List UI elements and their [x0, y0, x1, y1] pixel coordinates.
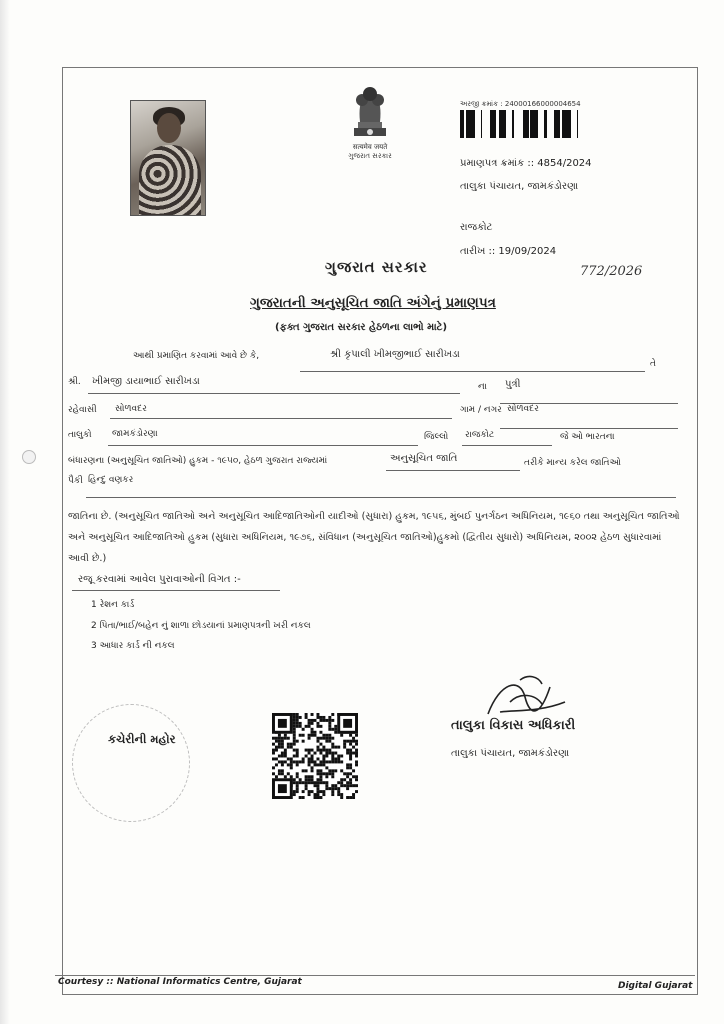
certify-prefix: આથી પ્રમાણિત કરવામાં આવે છે કે, [133, 351, 260, 361]
evidence-item-1: 1 રેશન કાર્ડ [91, 600, 135, 610]
evidence-item-2: 2 પિતા/ભાઈ/બહેન નું શાળા છોડયાનાં પ્રમાણપત્રની ખરી નકલ [91, 621, 311, 631]
caste-value-line [86, 497, 676, 498]
scan-edge-shadow [0, 0, 10, 1024]
district-value: રાજકોટ [465, 430, 495, 440]
constitution-text: બંધારણના (અનુસૂચિત જાતિઓ) હુકમ - ૧૯૫૦, હેઠળ ગુજરાત રાજ્યમાં [68, 456, 328, 466]
recognized-text: તરીકે માન્ય કરેલ જાતિઓ [524, 458, 621, 468]
father-name-line [88, 393, 460, 394]
taluka-line [108, 445, 418, 446]
relation: પુત્રી [505, 379, 521, 390]
issuing-office: તાલુકા પંચાયત, જામકંડોરણા [460, 181, 579, 192]
suffix-te: તે [650, 359, 656, 369]
application-number: અરજી ક્રમાંક : 24000166000004654 [460, 100, 581, 108]
father-name: ખીમજી ડાયાભાઈ સારીખડા [92, 376, 200, 387]
qr-code-icon [272, 713, 358, 799]
resident-label: રહેવાસી [68, 405, 97, 415]
evidence-heading-line [72, 590, 280, 591]
village-label: ગામ / નગર [460, 405, 502, 415]
digital-gujarat-brand: Digital Gujarat [618, 981, 693, 991]
district-line [462, 445, 552, 446]
resident-value: સોળવદર [115, 404, 147, 414]
state-emblem-icon [340, 82, 400, 142]
legal-paragraph: જાતિના છે. (અનુસૂચિત જાતિઓ અને અનુસૂચિત આદિજાતિઓની યાદીઓ (સુધારા) હુકમ, ૧૯૫૬, મુંબઈ પુનર્ગઠન અધિનિયમ, ૧૯૬૦ તથા અનુસૂચિત જાતિઓ અને અનુસૂચિત આદિજાતિઓ હુકમ (સુધારા અધિનિયમ, ૧૯૭૬, સંવિધાન (અનુસૂચિત જાતિઓ)હુકમો (દ્વિતીય સુધારો) અધિનિયમ, ૨૦૦૨ હેઠળ સુધારવામાં આવી છે.) [68, 511, 680, 564]
village-line [500, 428, 678, 429]
courtesy-text: Courtesy :: National Informatics Centre, Gujarat [58, 977, 302, 987]
village-value: સોળવદર [507, 404, 539, 414]
taluka-label: તાલુકો [68, 430, 92, 440]
certificate-subtitle: (ફક્ત ગુજરાત સરકાર હેઠળના લાભો માટે) [275, 322, 448, 333]
government-title: ગુજરાત સરકાર [325, 258, 428, 276]
office-seal-label: કચેરીની મહોર [108, 732, 176, 746]
india-text: જે ઓ ભારતના [560, 432, 615, 442]
emblem-motto: सत्यमेव जयते [352, 143, 388, 151]
applicant-name: શ્રી કૃપાલી ખીમજીભાઈ સારીખડા [330, 349, 460, 360]
prefix-shri: શ્રી. [68, 377, 81, 387]
officer-office: તાલુકા પંચાયત, જામકંડોરણા [451, 748, 570, 759]
certificate-title: ગુજરાતની અનુસૂચિત જાતિ અંગેનું પ્રમાણપત્ર [250, 295, 496, 311]
issue-date: તારીખ :: 19/09/2024 [460, 246, 557, 257]
officer-title: તાલુકા વિકાસ અધિકારી [451, 718, 576, 733]
caste-category: અનુસૂચિત જાતિ [390, 453, 458, 464]
caste-value: હિન્દુ વણકર [88, 475, 134, 485]
emblem-caption [330, 143, 410, 161]
punch-hole [22, 450, 36, 464]
caste-category-line [386, 470, 520, 471]
caste-prefix: પૈકી [68, 476, 83, 486]
evidence-heading: રજૂ કરવામાં આવેલ પુરાવાઓની વિગત :- [78, 574, 241, 585]
evidence-item-3: 3 આધાર કાર્ડ ની નકલ [91, 641, 175, 651]
issuing-district: રાજકોટ [460, 222, 493, 233]
applicant-name-line [300, 371, 645, 372]
office-seal-stamp [72, 704, 190, 822]
officer-signature-icon [480, 672, 570, 722]
resident-line [110, 418, 452, 419]
district-label: જિલ્લો [424, 432, 449, 442]
emblem-state: ગુજરાત સરકાર [348, 152, 392, 160]
taluka-value: જામકંડોરણા [112, 429, 158, 439]
handwritten-reference: 772/2026 [580, 264, 643, 279]
word-na: ના [478, 382, 487, 392]
certificate-number: પ્રમાણપત્ર ક્રમાંક :: 4854/2024 [460, 158, 592, 169]
applicant-photo [130, 100, 206, 216]
footer-rule [55, 975, 695, 976]
barcode-icon [460, 110, 580, 138]
